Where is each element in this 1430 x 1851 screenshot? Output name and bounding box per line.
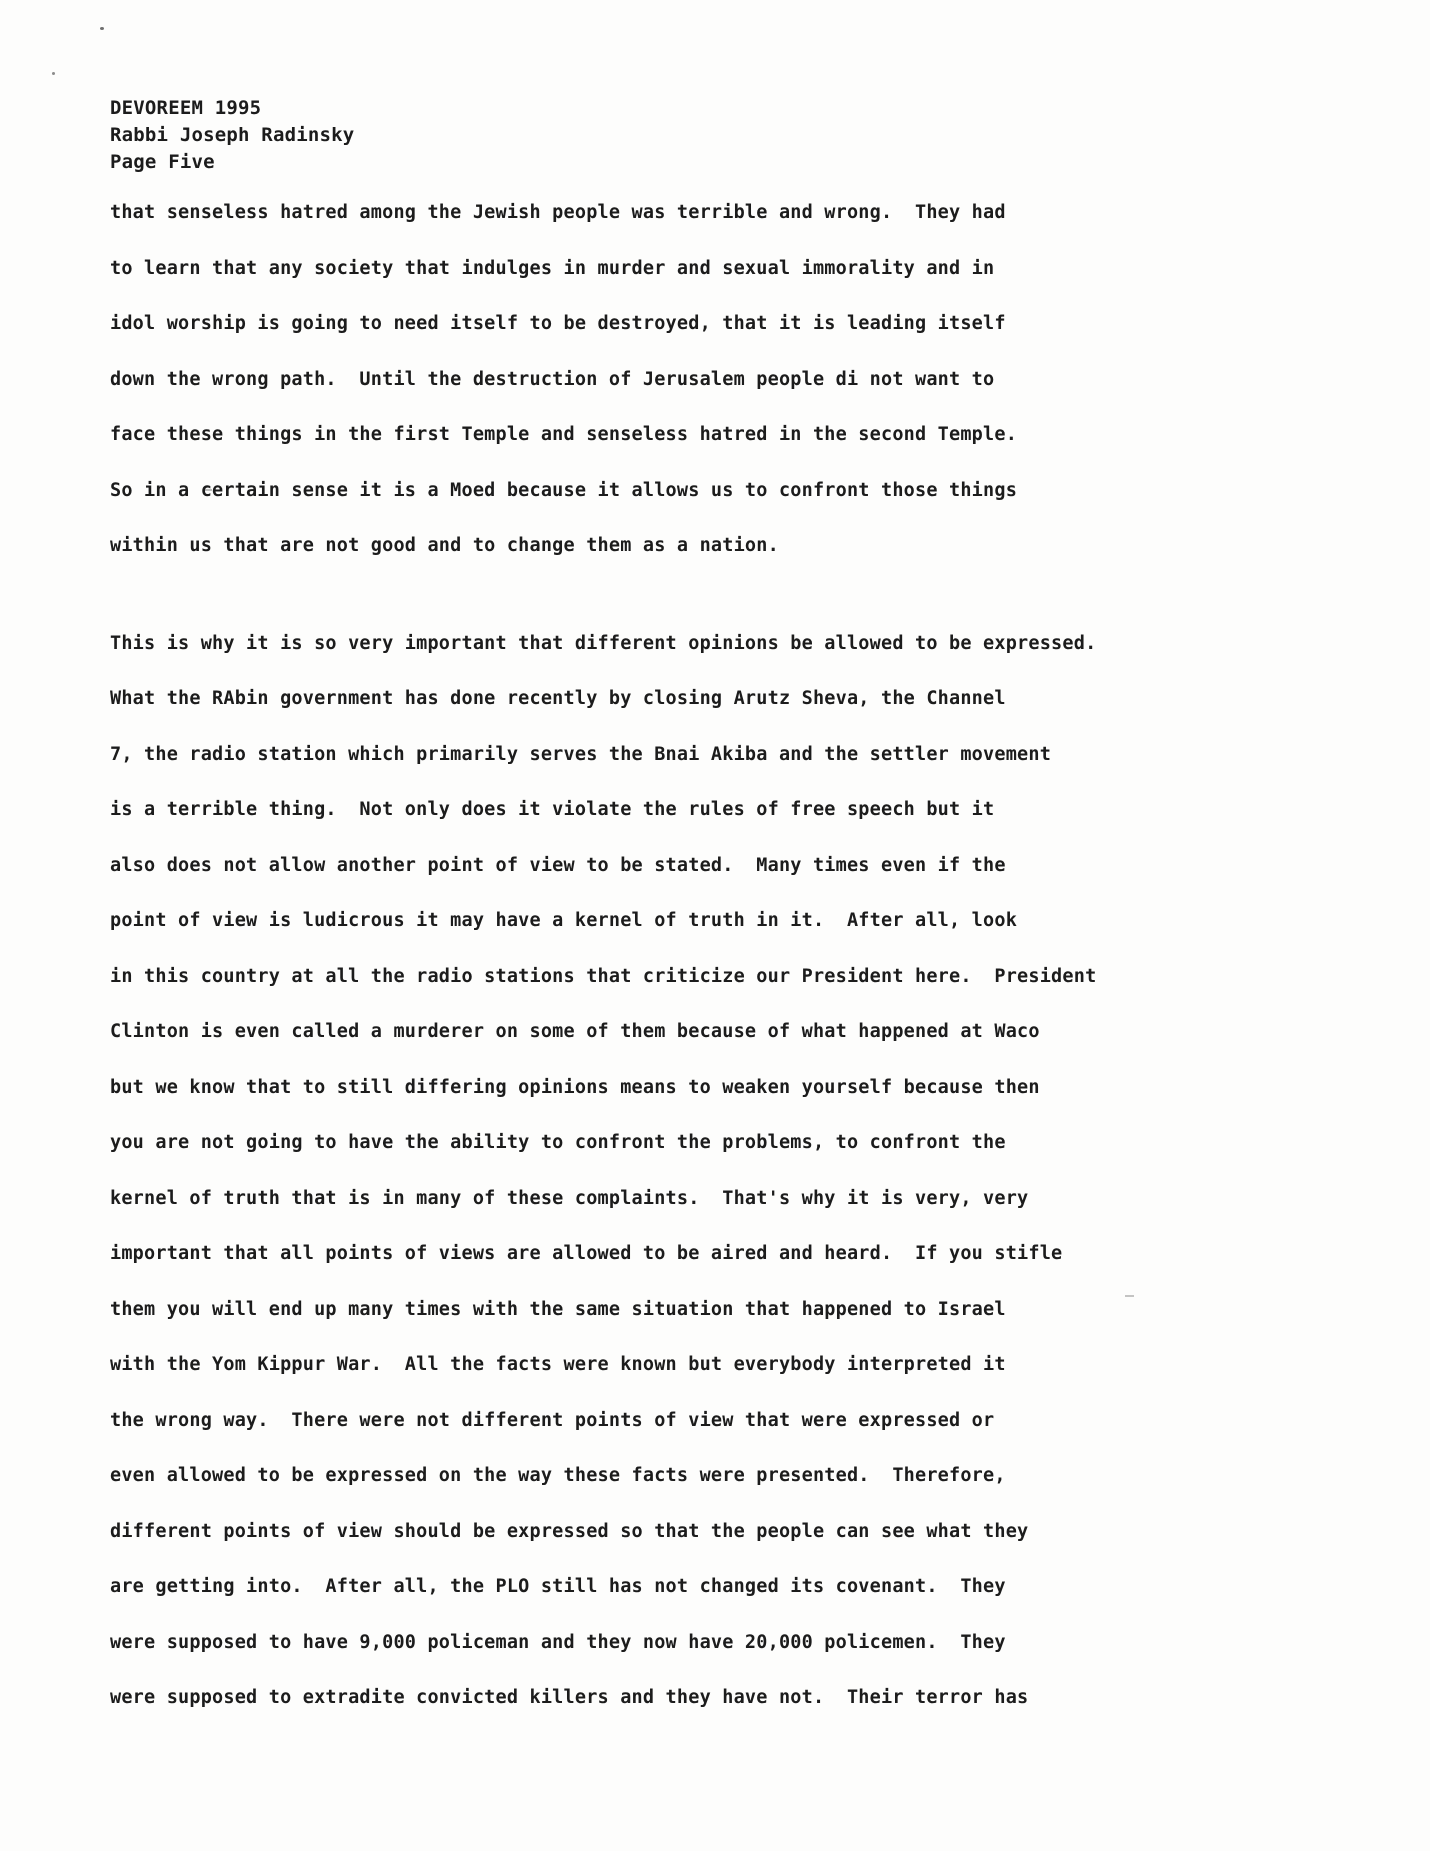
text-line: with the Yom Kippur War. All the facts were known but everybody interpreted it <box>110 1354 1006 1375</box>
text-line: So in a certain sense it is a Moed because it allows us to confront those things <box>110 479 1018 501</box>
text-line: point of view is ludicrous it may have a kernel of truth in it. After all, look <box>110 910 1018 931</box>
text-line: but we know that to still differing opinions means to weaken yourself because then <box>110 1076 1040 1098</box>
scan-artifact <box>100 27 104 30</box>
text-line: is a terrible thing. Not only does it violate the rules of free speech but it <box>110 799 995 820</box>
text-line: them you will end up many times with the same situation that happened to Israel <box>110 1298 1006 1320</box>
text-line: also does not allow another point of view to be stated. Many times even if the <box>110 854 1006 876</box>
text-line: are getting into. After all, the PLO still has not changed its covenant. They <box>110 1576 1006 1597</box>
text-line: even allowed to be expressed on the way these facts were presented. Therefore, <box>110 1465 1006 1486</box>
text-line: were supposed to have 9,000 policeman and they now have 20,000 policemen. They <box>110 1631 1006 1653</box>
text-line: to learn that any society that indulges in murder and sexual immorality and in <box>110 257 995 279</box>
document-header <box>110 95 354 176</box>
paragraph <box>110 616 1096 1726</box>
text-line: kernel of truth that is in many of these complaints. That's why it is very, very <box>110 1187 1029 1209</box>
text-line: in this country at all the radio stations that criticize our President here. President <box>110 965 1097 987</box>
text-line: within us that are not good and to change them as a nation. <box>110 535 779 556</box>
text-line: face these things in the first Temple and senseless hatred in the second Temple. <box>110 424 1018 445</box>
text-line: the wrong way. There were not different points of view that were expressed or <box>110 1409 995 1431</box>
header-page-number: Page Five <box>110 151 215 173</box>
text-line: you are not going to have the ability to confront the problems, to confront the <box>110 1132 1006 1153</box>
paragraph <box>110 185 1096 574</box>
text-line: 7, the radio station which primarily serves the Bnai Akiba and the settler movement <box>110 743 1052 765</box>
scan-artifact <box>52 72 55 75</box>
header-author: Rabbi Joseph Radinsky <box>110 124 355 146</box>
text-line: important that all points of views are allowed to be aired and heard. If you stifle <box>110 1243 1063 1264</box>
text-line: that senseless hatred among the Jewish people was terrible and wrong. They had <box>110 202 1006 223</box>
text-line: different points of view should be expressed so that the people can see what they <box>110 1520 1029 1542</box>
text-line: Clinton is even called a murderer on some of them because of what happened at Waco <box>110 1021 1040 1042</box>
header-title: DEVOREEM 1995 <box>110 97 262 119</box>
text-line: were supposed to extradite convicted killers and they have not. Their terror has <box>110 1687 1029 1708</box>
text-line: What the RAbin government has done recently by closing Arutz Sheva, the Channel <box>110 688 1006 709</box>
text-line: down the wrong path. Until the destruction of Jerusalem people di not want to <box>110 368 995 390</box>
scan-artifact <box>1125 1295 1134 1297</box>
text-line: idol worship is going to need itself to be destroyed, that it is leading itself <box>110 313 1006 334</box>
text-line: This is why it is so very important that different opinions be allowed to be expressed. <box>110 632 1097 654</box>
document-body <box>110 185 1096 1726</box>
